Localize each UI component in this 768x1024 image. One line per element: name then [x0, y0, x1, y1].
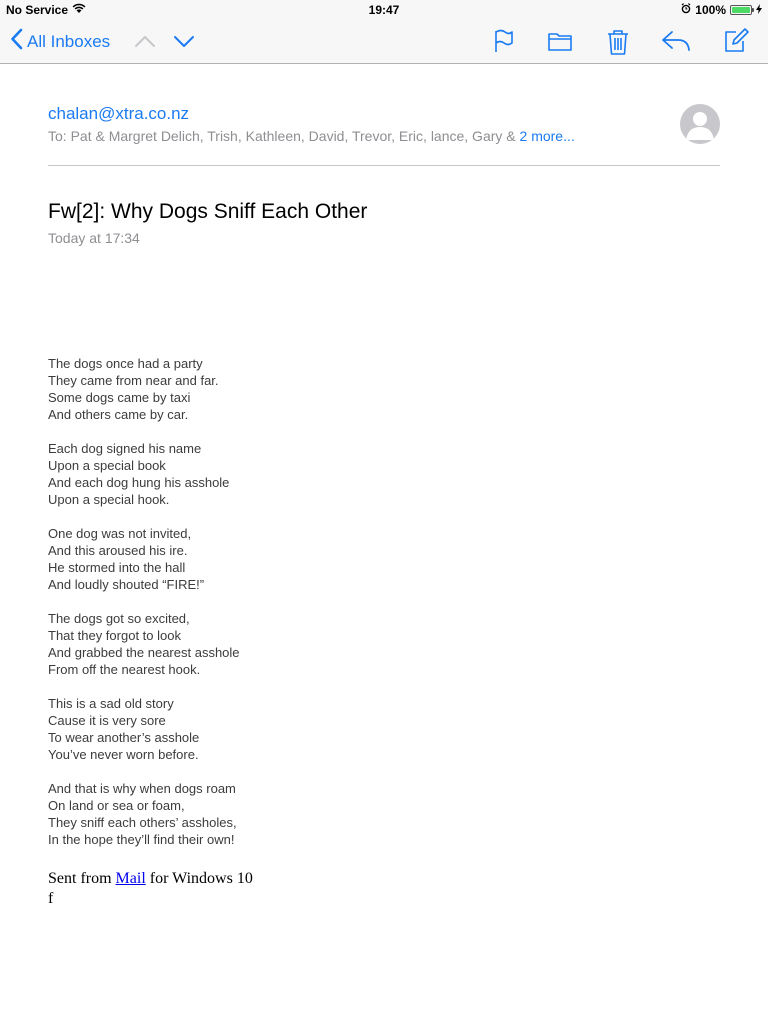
- recipients-list: To: Pat & Margret Delich, Trish, Kathleen, David, Trevor, Eric, lance, Gary &: [48, 128, 520, 144]
- previous-message-button[interactable]: [134, 30, 156, 57]
- poem-line: The dogs once had a party: [48, 356, 203, 371]
- message-body: [48, 355, 240, 865]
- poem-line: The dogs got so excited,: [48, 611, 190, 626]
- flag-icon: [492, 28, 516, 54]
- carrier-label: No Service: [6, 3, 69, 17]
- poem-line: Upon a special book: [48, 458, 166, 473]
- poem-stanza: [48, 355, 240, 423]
- sender-address[interactable]: chalan@xtra.co.nz: [48, 104, 190, 123]
- header-divider: [48, 165, 720, 166]
- poem-line: And this aroused his ire.: [48, 543, 188, 558]
- recipients-line: [48, 128, 575, 144]
- poem-line: Each dog signed his name: [48, 441, 202, 456]
- trash-icon: [605, 28, 631, 56]
- compose-button[interactable]: [722, 28, 750, 59]
- reply-icon: [660, 28, 692, 54]
- poem-stanza: [48, 695, 240, 763]
- next-message-button[interactable]: [173, 30, 195, 57]
- poem-line: This is a sad old story: [48, 696, 174, 711]
- chevron-down-icon: [173, 30, 195, 52]
- battery-fill: [732, 7, 750, 13]
- poem-line: From off the nearest hook.: [48, 662, 201, 677]
- poem-line: They came from near and far.: [48, 373, 219, 388]
- poem-line: That they forgot to look: [48, 628, 181, 643]
- poem-line: To wear another’s asshole: [48, 730, 200, 745]
- chevron-up-icon: [134, 30, 156, 52]
- chevron-left-icon: [10, 28, 23, 55]
- battery-icon: [730, 5, 752, 15]
- signature: [48, 869, 253, 909]
- battery-percent: 100%: [695, 3, 726, 17]
- poem-line: They sniff each others’ assholes,: [48, 815, 237, 830]
- poem-line: In the hope they’ll find their own!: [48, 832, 235, 847]
- back-label: All Inboxes: [27, 31, 111, 51]
- back-button[interactable]: [10, 28, 110, 55]
- move-to-folder-button[interactable]: [546, 28, 574, 59]
- poem-line: And grabbed the nearest asshole: [48, 645, 240, 660]
- poem-line: And loudly shouted “FIRE!”: [48, 577, 205, 592]
- poem-line: And others came by car.: [48, 407, 189, 422]
- person-icon: [680, 104, 720, 144]
- signature-prefix: Sent from: [48, 870, 116, 887]
- poem-line: And each dog hung his asshole: [48, 475, 230, 490]
- poem-line: He stormed into the hall: [48, 560, 186, 575]
- navigation-bar: [0, 20, 768, 64]
- alarm-icon: [681, 3, 691, 17]
- reply-button[interactable]: [660, 28, 692, 59]
- status-time: 19:47: [368, 3, 400, 17]
- trash-button[interactable]: [605, 28, 631, 61]
- avatar[interactable]: [680, 104, 720, 144]
- charging-icon: [756, 3, 762, 17]
- compose-icon: [722, 28, 750, 54]
- mail-link[interactable]: Mail: [115, 870, 146, 887]
- signature-suffix: for Windows 10: [145, 870, 253, 887]
- poem-stanza: [48, 440, 240, 508]
- signature-line: [48, 869, 253, 889]
- flag-button[interactable]: [492, 28, 516, 59]
- poem-line: And that is why when dogs roam: [48, 781, 236, 796]
- poem-line: You’ve never worn before.: [48, 747, 199, 762]
- poem-line: On land or sea or foam,: [48, 798, 185, 813]
- poem-line: Cause it is very sore: [48, 713, 166, 728]
- poem-line: One dog was not invited,: [48, 526, 192, 541]
- message-date: Today at 17:34: [48, 230, 140, 246]
- folder-icon: [546, 28, 574, 54]
- message-subject: Fw[2]: Why Dogs Sniff Each Other: [48, 200, 368, 223]
- status-right: [681, 3, 762, 17]
- poem-line: Upon a special hook.: [48, 492, 170, 507]
- more-recipients-link[interactable]: 2 more...: [519, 128, 575, 144]
- status-bar: [0, 0, 768, 20]
- poem-stanza: [48, 780, 240, 848]
- poem-line: Some dogs came by taxi: [48, 390, 191, 405]
- signature-extra: f: [48, 890, 54, 907]
- poem-stanza: [48, 525, 240, 593]
- poem-stanza: [48, 610, 240, 678]
